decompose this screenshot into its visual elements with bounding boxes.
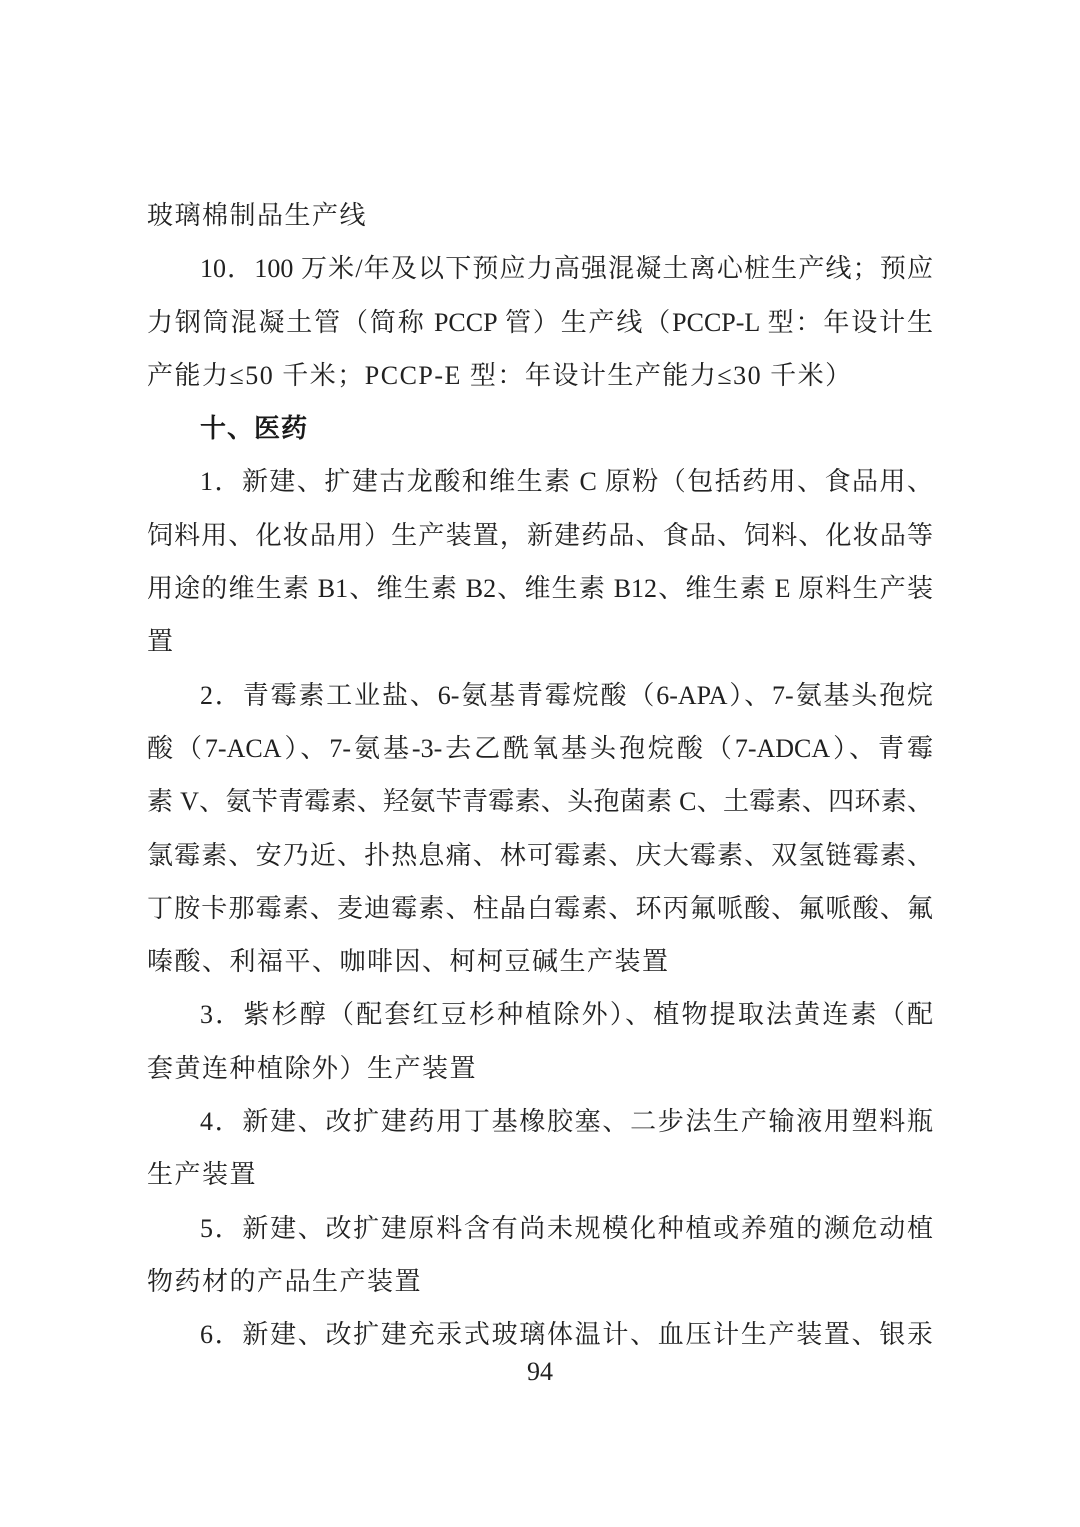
paragraph-line: 生产装置 (147, 1160, 258, 1190)
paragraph-line: 1．新建、扩建古龙酸和维生素 C 原粉（包括药用、食品用、 (200, 467, 933, 497)
paragraph-line: 2．青霉素工业盐、6-氨基青霉烷酸（6-APA）、7-氨基头孢烷 (200, 680, 933, 710)
paragraph-line: 5．新建、改扩建原料含有尚未规模化种植或养殖的濒危动植 (200, 1213, 933, 1243)
paragraph-line: 套黄连种植除外）生产装置 (147, 1053, 478, 1083)
paragraph-line: 酸（7-ACA）、7-氨基-3-去乙酰氧基头孢烷酸（7-ADCA）、青霉 (147, 733, 933, 763)
paragraph-line: 力钢筒混凝土管（简称 PCCP 管）生产线（PCCP-L 型：年设计生 (147, 307, 933, 337)
paragraph-line: 用途的维生素 B1、维生素 B2、维生素 B12、维生素 E 原料生产装 (147, 574, 933, 604)
page-number: 94 (527, 1357, 553, 1386)
paragraph-line: 3．紫杉醇（配套红豆杉种植除外）、植物提取法黄连素（配 (200, 1000, 933, 1030)
paragraph-line: 氯霉素、安乃近、扑热息痛、林可霉素、庆大霉素、双氢链霉素、 (147, 840, 933, 870)
paragraph-line: 10．100 万米/年及以下预应力高强混凝土离心桩生产线；预应 (200, 254, 933, 284)
paragraph-line: 饲料用、化妆品用）生产装置，新建药品、食品、饲料、化妆品等 (147, 520, 933, 550)
paragraph-line: 产能力≤50 千米；PCCP-E 型：年设计生产能力≤30 千米） (147, 360, 853, 390)
paragraph-line: 6．新建、改扩建充汞式玻璃体温计、血压计生产装置、银汞 (200, 1320, 933, 1350)
paragraph-line: 嗪酸、利福平、咖啡因、柯柯豆碱生产装置 (147, 947, 670, 977)
paragraph-line: 置 (147, 627, 175, 657)
paragraph-line: 玻璃棉制品生产线 (147, 201, 368, 230)
paragraph-line: 4．新建、改扩建药用丁基橡胶塞、二步法生产输液用塑料瓶 (200, 1107, 933, 1137)
paragraph-line: 素 V、氨苄青霉素、羟氨苄青霉素、头孢菌素 C、土霉素、四环素、 (147, 787, 933, 817)
document-body (147, 189, 933, 1362)
paragraph-line: 丁胺卡那霉素、麦迪霉素、柱晶白霉素、环丙氟哌酸、氟哌酸、氟 (147, 893, 933, 923)
paragraph-line: 物药材的产品生产装置 (147, 1266, 423, 1296)
section-heading: 十、医药 (200, 413, 309, 444)
